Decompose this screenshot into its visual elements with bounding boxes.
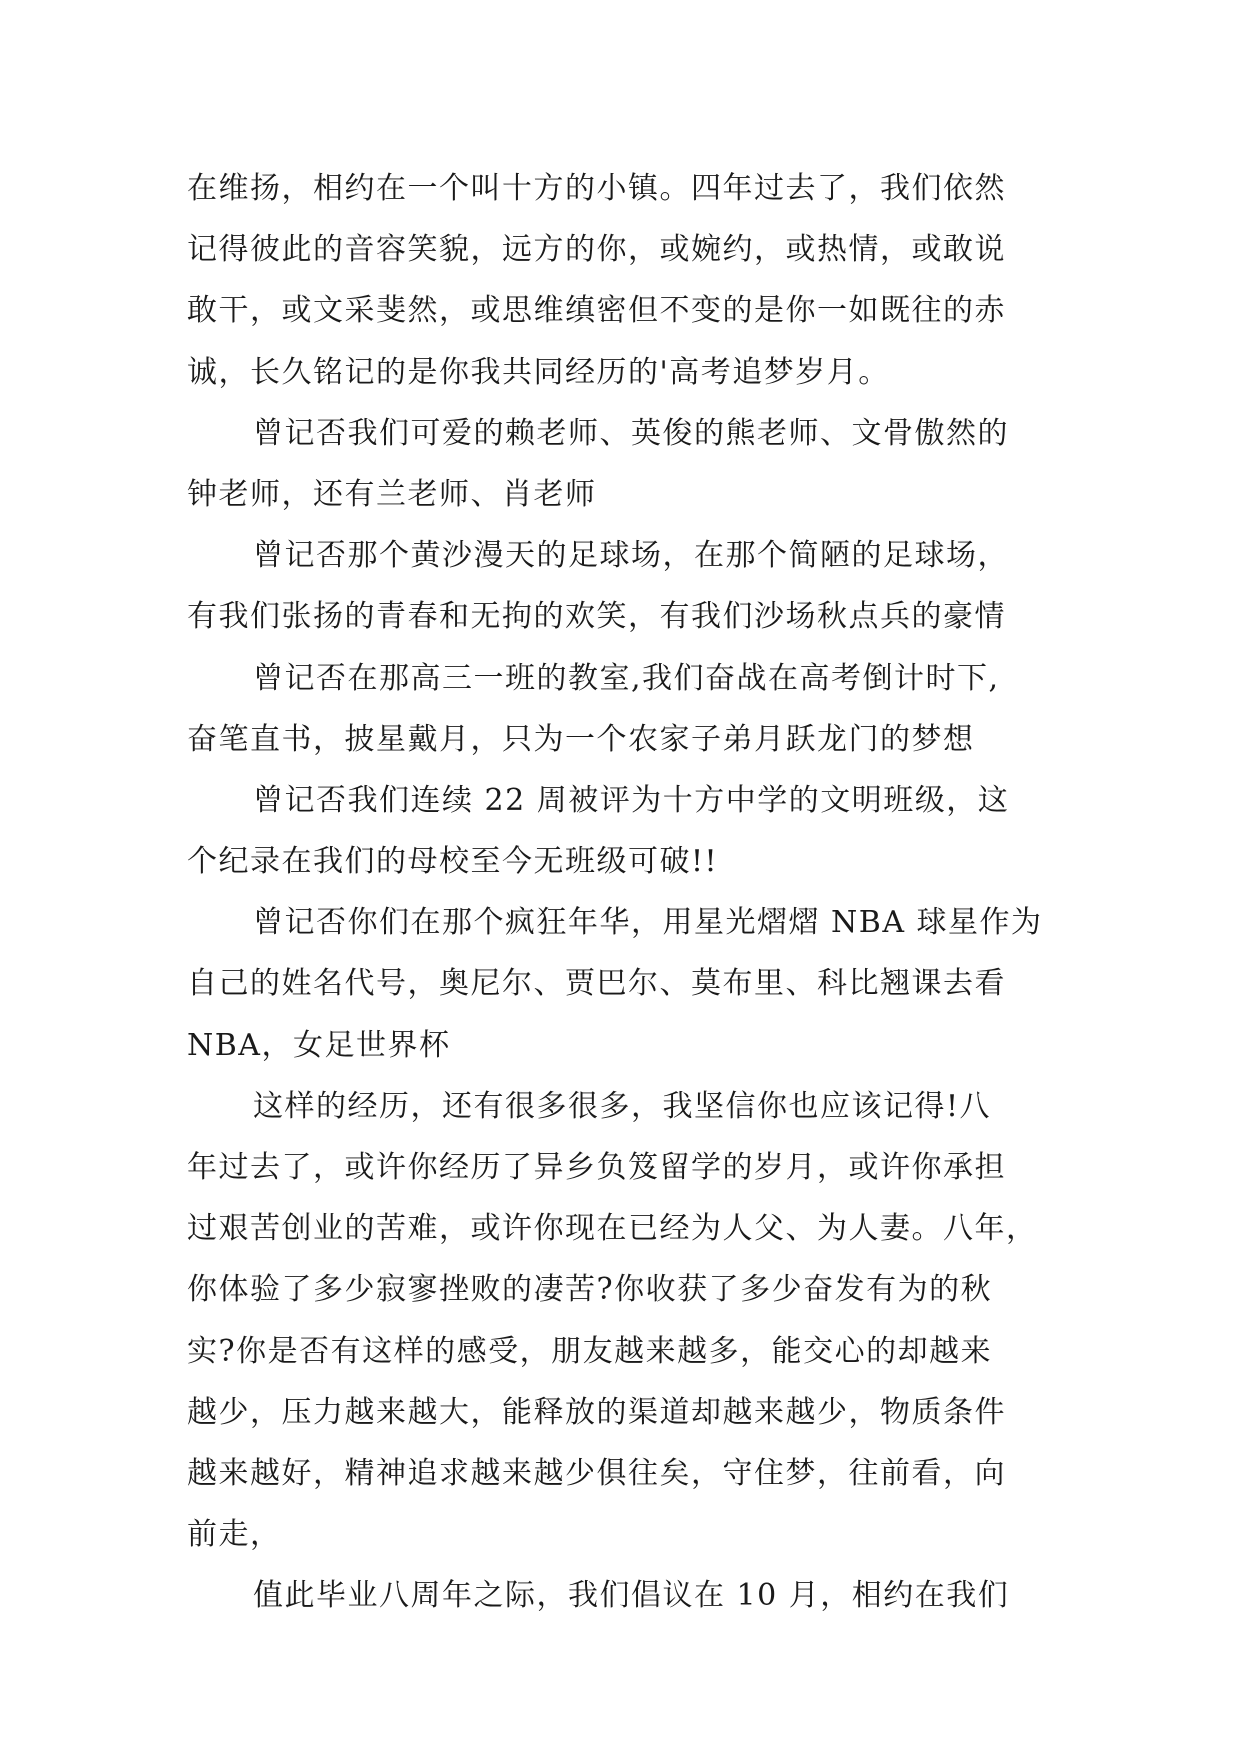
paragraph-continuation (187, 158, 1067, 403)
paragraph-invitation (187, 1565, 1067, 1626)
text-line: 越来越好，精神追求越来越少俱往矣，守住梦，往前看，向 (187, 1455, 1006, 1491)
text-line: 曾记否那个黄沙漫天的足球场，在那个简陋的足球场， (253, 538, 1009, 574)
text-line: 奋笔直书，披星戴月，只为一个农家子弟月跃龙门的梦想 (187, 721, 975, 757)
text-line: 曾记否你们在那个疯狂年华，用星光熠熠 NBA 球星作为 (253, 905, 1043, 941)
text-line: 实?你是否有这样的感受，朋友越来越多，能交心的却越来 (187, 1333, 993, 1369)
text-line: 你体验了多少寂寥挫败的凄苦?你收获了多少奋发有为的秋 (187, 1272, 993, 1308)
text-line: 曾记否在那高三一班的教室,我们奋战在高考倒计时下, (253, 660, 1000, 696)
text-line: 钟老师，还有兰老师、肖老师 (187, 476, 597, 512)
text-line: 值此毕业八周年之际，我们倡议在 10 月，相约在我们 (253, 1578, 1010, 1614)
paragraph-honor-class (187, 770, 1067, 892)
text-line: 越少，压力越来越大，能释放的渠道却越来越少，物质条件 (187, 1394, 1006, 1430)
text-line: 记得彼此的音容笑貌，远方的你，或婉约，或热情，或敢说 (187, 232, 1006, 268)
text-line: 自己的姓名代号，奥尼尔、贾巴尔、莫布里、科比翘课去看 (187, 966, 1006, 1002)
text-line: 敢干，或文采斐然，或思维缜密但不变的是你一如既往的赤 (187, 293, 1006, 329)
paragraph-classroom (187, 648, 1067, 770)
text-line: 曾记否我们可爱的赖老师、英俊的熊老师、文骨傲然的 (253, 415, 1009, 451)
text-line: 过艰苦创业的苦难，或许你现在已经为人父、为人妻。八年， (187, 1211, 1038, 1247)
text-line: 个纪录在我们的母校至今无班级可破!! (187, 844, 719, 880)
text-line: 有我们张扬的青春和无拘的欢笑，有我们沙场秋点兵的豪情 (187, 599, 1006, 635)
text-line: 曾记否我们连续 22 周被评为十方中学的文明班级，这 (253, 782, 1010, 818)
text-line: 这样的经历，还有很多很多，我坚信你也应该记得!八 (253, 1088, 992, 1124)
paragraph-football-field (187, 525, 1067, 647)
document-body (187, 158, 1067, 1627)
text-line: NBA，女足世界杯 (187, 1027, 451, 1063)
paragraph-eight-years (187, 1076, 1067, 1566)
paragraph-nba (187, 892, 1067, 1076)
text-line: 年过去了，或许你经历了异乡负笈留学的岁月，或许你承担 (187, 1150, 1006, 1185)
text-line: 前走， (187, 1517, 282, 1553)
text-line: 诚，长久铭记的是你我共同经历的'高考追梦岁月。 (187, 354, 890, 390)
text-line: 在维扬，相约在一个叫十方的小镇。四年过去了，我们依然 (187, 171, 1006, 206)
paragraph-teachers (187, 403, 1067, 525)
